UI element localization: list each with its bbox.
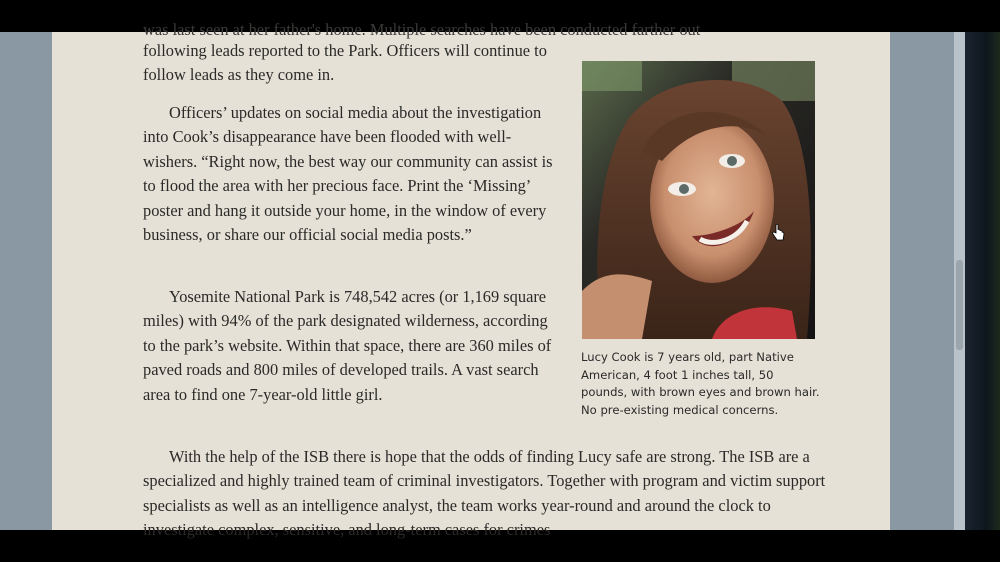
hand-pointer-icon — [771, 224, 785, 242]
article-paragraph-1: following leads reported to the Park. Officers will continue to follow leads as they come in. — [143, 41, 547, 85]
article-clipped-line: was last seen at her father's home. Multiple searches have been conducted farther out — [143, 20, 701, 39]
article-paragraph-3: Yosemite National Park is 748,542 acres (or 1,169 square miles) with 94% of the park designated wilderness, according to the park’s website. Within that space, there are 360 miles of paved roads and 800 miles of developed trails. A vast search area to find one 7-year-old little girl. — [143, 287, 552, 404]
missing-child-photo — [582, 61, 815, 339]
background-window-edge — [965, 32, 1000, 530]
photo-caption: Lucy Cook is 7 years old, part Native American, 4 foot 1 inches tall, 50 pounds, with brown eyes and brown hair. No pre-existing medical concerns. — [581, 350, 820, 417]
article-page — [52, 20, 890, 540]
article-paragraph-4: With the help of the ISB there is hope that the odds of finding Lucy safe are strong. The ISB are a specialized and highly trained team of criminal investigators. Together with program and victim support specialists as well as an intelligence analyst, the team works year-round and around the clock to investigate complex, sensitive, and long-term cases for crimes — [143, 447, 826, 540]
page-scrollbar[interactable] — [954, 32, 965, 530]
article-paragraph-2: Officers’ updates on social media about the investigation into Cook’s disappearance have been flooded with well-wishers. “Right now, the best way our community can assist is to flood the area with her precious face. Print the ‘Missing’ poster and hang it outside your home, in the window of every business, or share our official social media posts.” — [143, 103, 553, 245]
browser-viewport — [0, 20, 1000, 540]
portrait-image — [582, 61, 815, 339]
scrollbar-thumb[interactable] — [956, 260, 963, 350]
